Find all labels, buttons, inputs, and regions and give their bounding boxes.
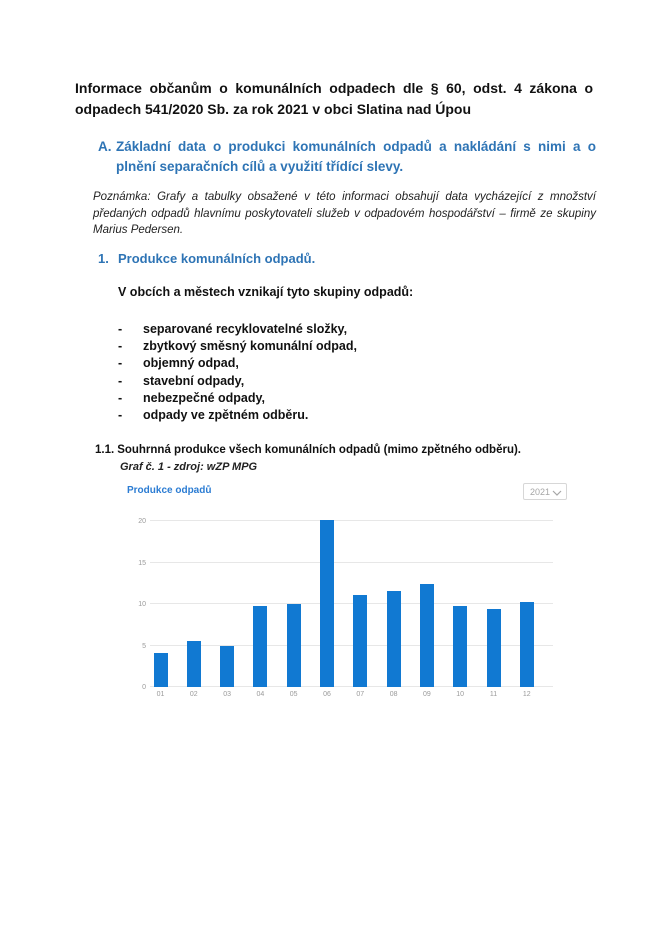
x-axis-label: 03: [223, 691, 231, 698]
x-axis-label: 07: [356, 691, 365, 698]
section-1-1-text: Souhrnná produkce všech komunálních odpadů (mimo zpětného odběru).: [117, 444, 521, 456]
x-axis-label: 06: [323, 691, 331, 698]
y-axis-label: 5: [142, 642, 146, 650]
section-1-text: Produkce komunálních odpadů.: [118, 251, 316, 266]
y-axis-label: 10: [138, 601, 146, 608]
x-axis-label: 01: [156, 691, 165, 698]
list-bullet: -: [118, 408, 123, 423]
list-item-text: separované recyklovatelné složky,: [143, 322, 348, 336]
bar-month-03[interactable]: [220, 646, 234, 687]
chevron-down-icon: [552, 483, 562, 501]
waste-list: [118, 321, 538, 424]
section-a-heading: [98, 137, 596, 177]
y-axis-label: 20: [138, 518, 146, 525]
x-axis-label: 09: [422, 691, 431, 698]
list-item: [118, 338, 538, 355]
gridline: [150, 520, 553, 521]
list-bullet: -: [118, 356, 123, 371]
x-axis-label: 08: [389, 691, 398, 698]
list-item-text: odpady ve zpětném odběru.: [143, 408, 309, 423]
x-axis-label: 05: [289, 691, 298, 698]
bar-month-10[interactable]: [453, 606, 467, 687]
list-item-text: nebezpečné odpady,: [143, 390, 266, 405]
gridline: [150, 562, 553, 563]
bar-month-11[interactable]: [487, 609, 501, 687]
waste-production-chart: [127, 483, 568, 705]
graph-caption: Graf č. 1 - zdroj: wZP MPG: [120, 461, 258, 473]
list-item-text: zbytkový směsný komunální odpad,: [143, 339, 357, 354]
bar-month-09[interactable]: [420, 584, 434, 687]
x-axis-label: 11: [489, 691, 498, 698]
x-axis-label: 04: [256, 691, 265, 698]
y-axis-label: 15: [138, 559, 146, 567]
bar-month-05[interactable]: [287, 604, 301, 687]
list-item: [118, 321, 538, 338]
year-dropdown[interactable]: [523, 483, 567, 500]
year-dropdown-value: 2021: [530, 486, 551, 497]
section-1-1-marker: 1.1.: [95, 444, 115, 456]
section-a-text: Základní data o produkci komunálních odpadů a nakládání s nimi a o plnění separačních cílů a využití třídící slevy.: [116, 139, 596, 174]
gridline: [150, 603, 553, 604]
bar-month-06[interactable]: [320, 520, 334, 687]
list-item-text: objemný odpad,: [143, 356, 239, 371]
bar-month-01[interactable]: [154, 653, 168, 687]
x-axis-label: 02: [189, 691, 198, 698]
section-1-1-heading: [95, 444, 595, 456]
section-1-marker: 1.: [98, 251, 109, 266]
list-bullet: -: [118, 390, 123, 405]
list-bullet: -: [118, 373, 123, 388]
section-1-heading: [98, 251, 578, 266]
list-item-text: stavební odpady,: [143, 373, 245, 388]
y-axis-label: 0: [142, 684, 146, 691]
list-item: [118, 407, 538, 424]
list-bullet: -: [118, 322, 123, 336]
bar-month-07[interactable]: [353, 595, 367, 687]
document-title: Informace občanům o komunálních odpadech dle § 60, odst. 4 zákona o odpadech 541/2020 Sb. za rok 2021 v obci Slatina nad Úpou: [75, 80, 593, 117]
intro-sentence: V obcích a městech vznikají tyto skupiny odpadů:: [118, 285, 414, 299]
note-paragraph: Poznámka: Grafy a tabulky obsažené v této informaci obsahují data vycházející z množství předaných odpadů hlavnímu poskytovateli služeb v odpadovém hospodářství – firmě ze skupiny Marius Pedersen.: [93, 191, 596, 236]
x-axis-label: 10: [456, 691, 465, 698]
chart-plot: [138, 515, 553, 698]
chart-title: Produkce odpadů: [127, 485, 212, 496]
list-item: [118, 373, 538, 390]
bar-month-02[interactable]: [187, 641, 201, 687]
list-item: [118, 390, 538, 407]
section-a-marker: A.: [98, 139, 112, 154]
list-bullet: -: [118, 339, 123, 354]
bar-month-04[interactable]: [253, 606, 267, 687]
bar-month-12[interactable]: [520, 602, 534, 687]
list-item: [118, 355, 538, 372]
x-axis-label: 12: [522, 691, 531, 698]
bar-month-08[interactable]: [387, 591, 401, 687]
